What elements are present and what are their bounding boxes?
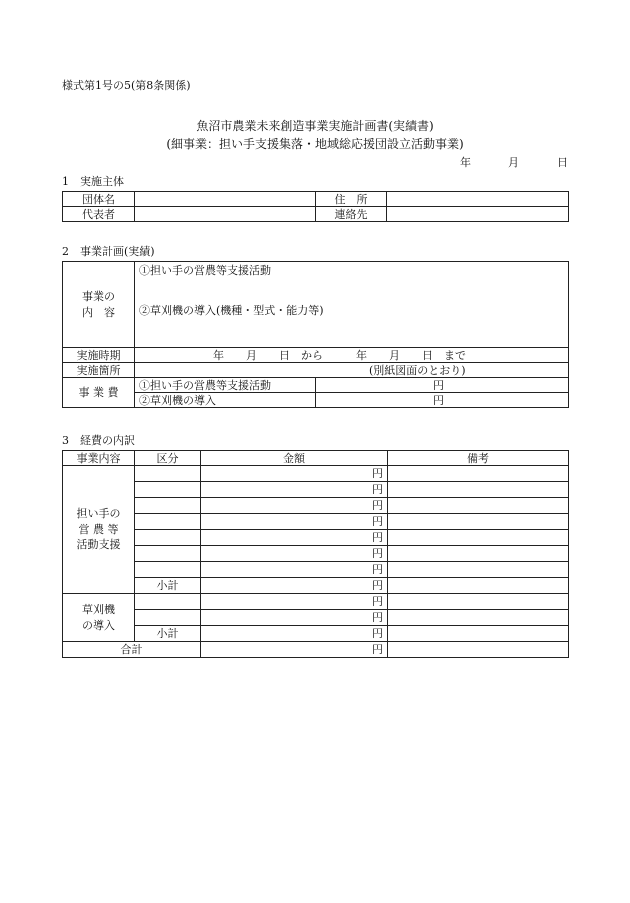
document-subtitle: (細事業：担い手支援集落・地域総応援団設立活動事業): [166, 137, 464, 151]
total-label: 合計: [63, 642, 201, 658]
category-cell[interactable]: [135, 594, 201, 610]
amount-cell[interactable]: 円: [201, 546, 388, 562]
notes-cell[interactable]: [388, 610, 569, 626]
section2-heading: 2 事業計画(実績): [62, 245, 155, 258]
representative-label: 代表者: [63, 207, 135, 222]
notes-cell[interactable]: [388, 546, 569, 562]
category-cell[interactable]: [135, 610, 201, 626]
representative-field[interactable]: [135, 207, 316, 222]
contact-field[interactable]: [387, 207, 569, 222]
location-field[interactable]: (別紙図面のとおり): [135, 363, 569, 378]
amount-cell[interactable]: 円: [201, 514, 388, 530]
header-amount: 金額: [201, 451, 388, 466]
cost-item2-yen[interactable]: 円: [316, 393, 569, 408]
amount-cell[interactable]: 円: [201, 562, 388, 578]
group1-subtotal-amount[interactable]: 円: [201, 578, 388, 594]
content-item1: ①担い手の営農等支援活動: [139, 264, 271, 277]
notes-cell[interactable]: [388, 514, 569, 530]
date-year: 年: [460, 156, 471, 169]
date-day: 日: [557, 156, 568, 169]
amount-cell[interactable]: 円: [201, 530, 388, 546]
notes-cell[interactable]: [388, 482, 569, 498]
category-cell[interactable]: [135, 530, 201, 546]
category-cell[interactable]: [135, 546, 201, 562]
cost-item1-label: ①担い手の営農等支援活動: [135, 378, 316, 393]
group1-subtotal-label: 小計: [135, 578, 201, 594]
category-cell[interactable]: [135, 482, 201, 498]
plan-table: [62, 261, 569, 408]
content-field[interactable]: [135, 262, 569, 348]
amount-cell[interactable]: 円: [201, 594, 388, 610]
contact-label: 連絡先: [316, 207, 387, 222]
date-month: 月: [508, 156, 519, 169]
notes-cell[interactable]: [388, 626, 569, 642]
notes-cell[interactable]: [388, 466, 569, 482]
address-label: 住 所: [316, 192, 387, 207]
implementer-table: [62, 191, 569, 222]
document-title: 魚沼市農業未来創造事業実施計画書(実績書): [196, 119, 434, 133]
form-number: 様式第1号の5(第8条関係): [62, 79, 191, 92]
notes-cell[interactable]: [388, 578, 569, 594]
category-cell[interactable]: [135, 514, 201, 530]
amount-cell[interactable]: 円: [201, 610, 388, 626]
notes-cell[interactable]: [388, 530, 569, 546]
expense-table: [62, 450, 569, 658]
notes-cell[interactable]: [388, 594, 569, 610]
cost-label: 事 業 費: [63, 378, 135, 408]
content-item2: ②草刈機の導入(機種・型式・能力等): [139, 304, 324, 317]
notes-cell[interactable]: [388, 562, 569, 578]
total-amount[interactable]: 円: [201, 642, 388, 658]
cost-item1-yen[interactable]: 円: [316, 378, 569, 393]
org-name-field[interactable]: [135, 192, 316, 207]
group2-label: 草刈機 の導入: [63, 594, 135, 642]
header-notes: 備考: [388, 451, 569, 466]
notes-cell[interactable]: [388, 498, 569, 514]
location-label: 実施箇所: [63, 363, 135, 378]
group2-subtotal-label: 小計: [135, 626, 201, 642]
period-field[interactable]: 年 月 日 から 年 月 日 まで: [135, 348, 569, 363]
section1-heading: 1 実施主体: [62, 175, 124, 188]
cost-item2-label: ②草刈機の導入: [135, 393, 316, 408]
content-label: 事業の 内 容: [63, 262, 135, 348]
amount-cell[interactable]: 円: [201, 498, 388, 514]
category-cell[interactable]: [135, 498, 201, 514]
header-content: 事業内容: [63, 451, 135, 466]
section3-heading: 3 経費の内訳: [62, 434, 135, 447]
notes-cell[interactable]: [388, 642, 569, 658]
group2-subtotal-amount[interactable]: 円: [201, 626, 388, 642]
header-category: 区分: [135, 451, 201, 466]
amount-cell[interactable]: 円: [201, 466, 388, 482]
category-cell[interactable]: [135, 562, 201, 578]
group1-label: 担い手の 営 農 等 活動支援: [63, 466, 135, 594]
category-cell[interactable]: [135, 466, 201, 482]
period-label: 実施時期: [63, 348, 135, 363]
amount-cell[interactable]: 円: [201, 482, 388, 498]
org-name-label: 団体名: [63, 192, 135, 207]
address-field[interactable]: [387, 192, 569, 207]
